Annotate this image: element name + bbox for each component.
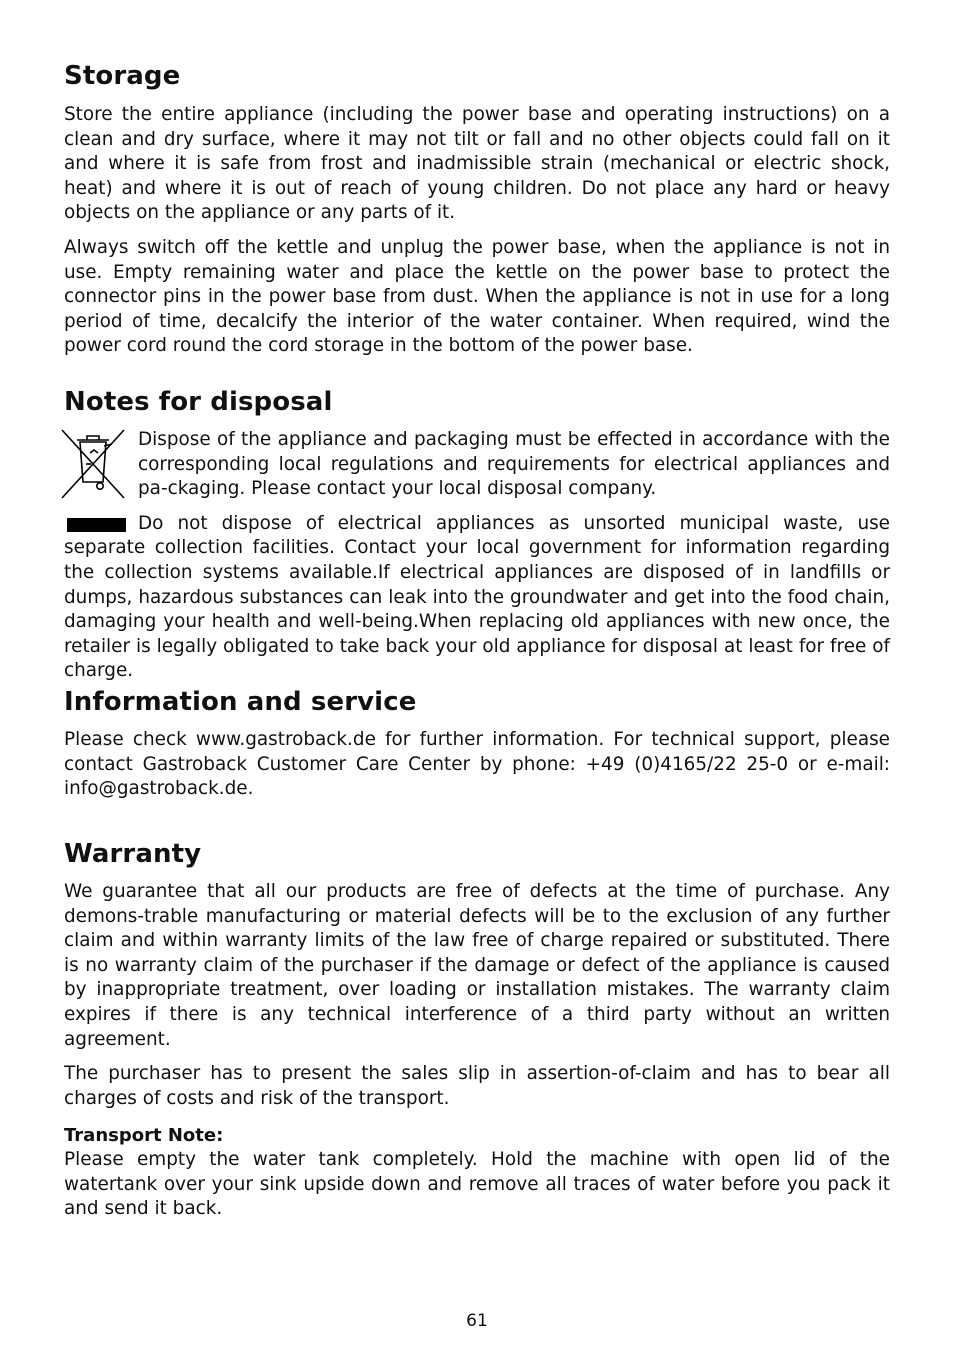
storage-heading: Storage	[64, 61, 181, 91]
disposal-paragraph-2: Do not dispose of electrical appliances as unsorted municipal waste, use separate collection facilities. Contact your local government for information regarding the collection systems available.If electrical appliances are disposed of in landfills or dumps, hazardous substances can leak into the groundwater and get into the food chain, damaging your health and well-being.When replacing old appliances with new once, the retailer is legally obligated to take back your old appliance for disposal at least for free of charge.	[64, 512, 890, 682]
transport-section	[64, 1124, 890, 1222]
disposal-item-2	[64, 512, 890, 684]
transport-paragraph: Please empty the water tank completely. Hold the machine with open lid of the watertank over your sink upside down and remove all traces of water before you pack it and send it back.	[64, 1149, 890, 1220]
disposal-paragraph-1: Dispose of the appliance and packaging must be effected in accordance with the corresponding local regulations and requirements for electrical appliances and pa-ckaging. Please contact your local disposal company.	[138, 429, 890, 500]
warranty-heading: Warranty	[64, 839, 202, 869]
warranty-paragraph-1: We guarantee that all our products are free of defects at the time of purchase. Any demons-trable manufacturing or material defects will be to the exclusion of any further claim and within warranty limits of the law free of charge repaired or substituted. There is no warranty claim of the purchaser if the damage or defect of the appliance is caused by inappropriate treatment, over loading or installation mistakes. The warranty claim expires if there is any technical interference of a third party without an written agreement.	[64, 881, 890, 1050]
page-number: 61	[466, 1311, 488, 1331]
storage-section	[64, 60, 890, 359]
warranty-paragraph-2: The purchaser has to present the sales slip in assertion-of-claim and has to bear all charges of costs and risk of the transport.	[64, 1063, 890, 1109]
disposal-section	[64, 386, 890, 684]
crossed-out-wheelie-bin-icon	[60, 428, 126, 500]
info-section	[64, 686, 890, 802]
transport-heading: Transport Note:	[64, 1125, 224, 1146]
disposal-item-1	[64, 428, 890, 502]
storage-paragraph-2: Always switch off the kettle and unplug the power base, when the appliance is not in use. Empty remaining water and place the kettle on the power base to protect the connector pins in the power base from dust. When the appliance is not in use for a long period of time, decalcify the interior of the water container. When required, wind the power cord round the cord storage in the bottom of the power base.	[64, 236, 890, 357]
info-heading: Information and service	[64, 687, 417, 717]
info-paragraph: Please check www.gastroback.de for further information. For technical support, please contact Gastroback Customer Care Center by phone: +49 (0)4165/22 25-0 or e-mail: info@gastroback.de.	[64, 729, 890, 800]
storage-paragraph-1: Store the entire appliance (including the power base and operating instructions) on a clean and dry surface, where it may not tilt or fall and no other objects could fall on it and where it is safe from frost and inadmissible strain (mechanical or electric shock, heat) and where it is out of reach of young children. Do not place any hard or heavy objects on the appliance or any parts of it.	[64, 104, 890, 224]
black-bar-symbol	[67, 518, 126, 532]
warranty-section	[64, 838, 890, 1111]
disposal-heading: Notes for disposal	[64, 387, 333, 417]
